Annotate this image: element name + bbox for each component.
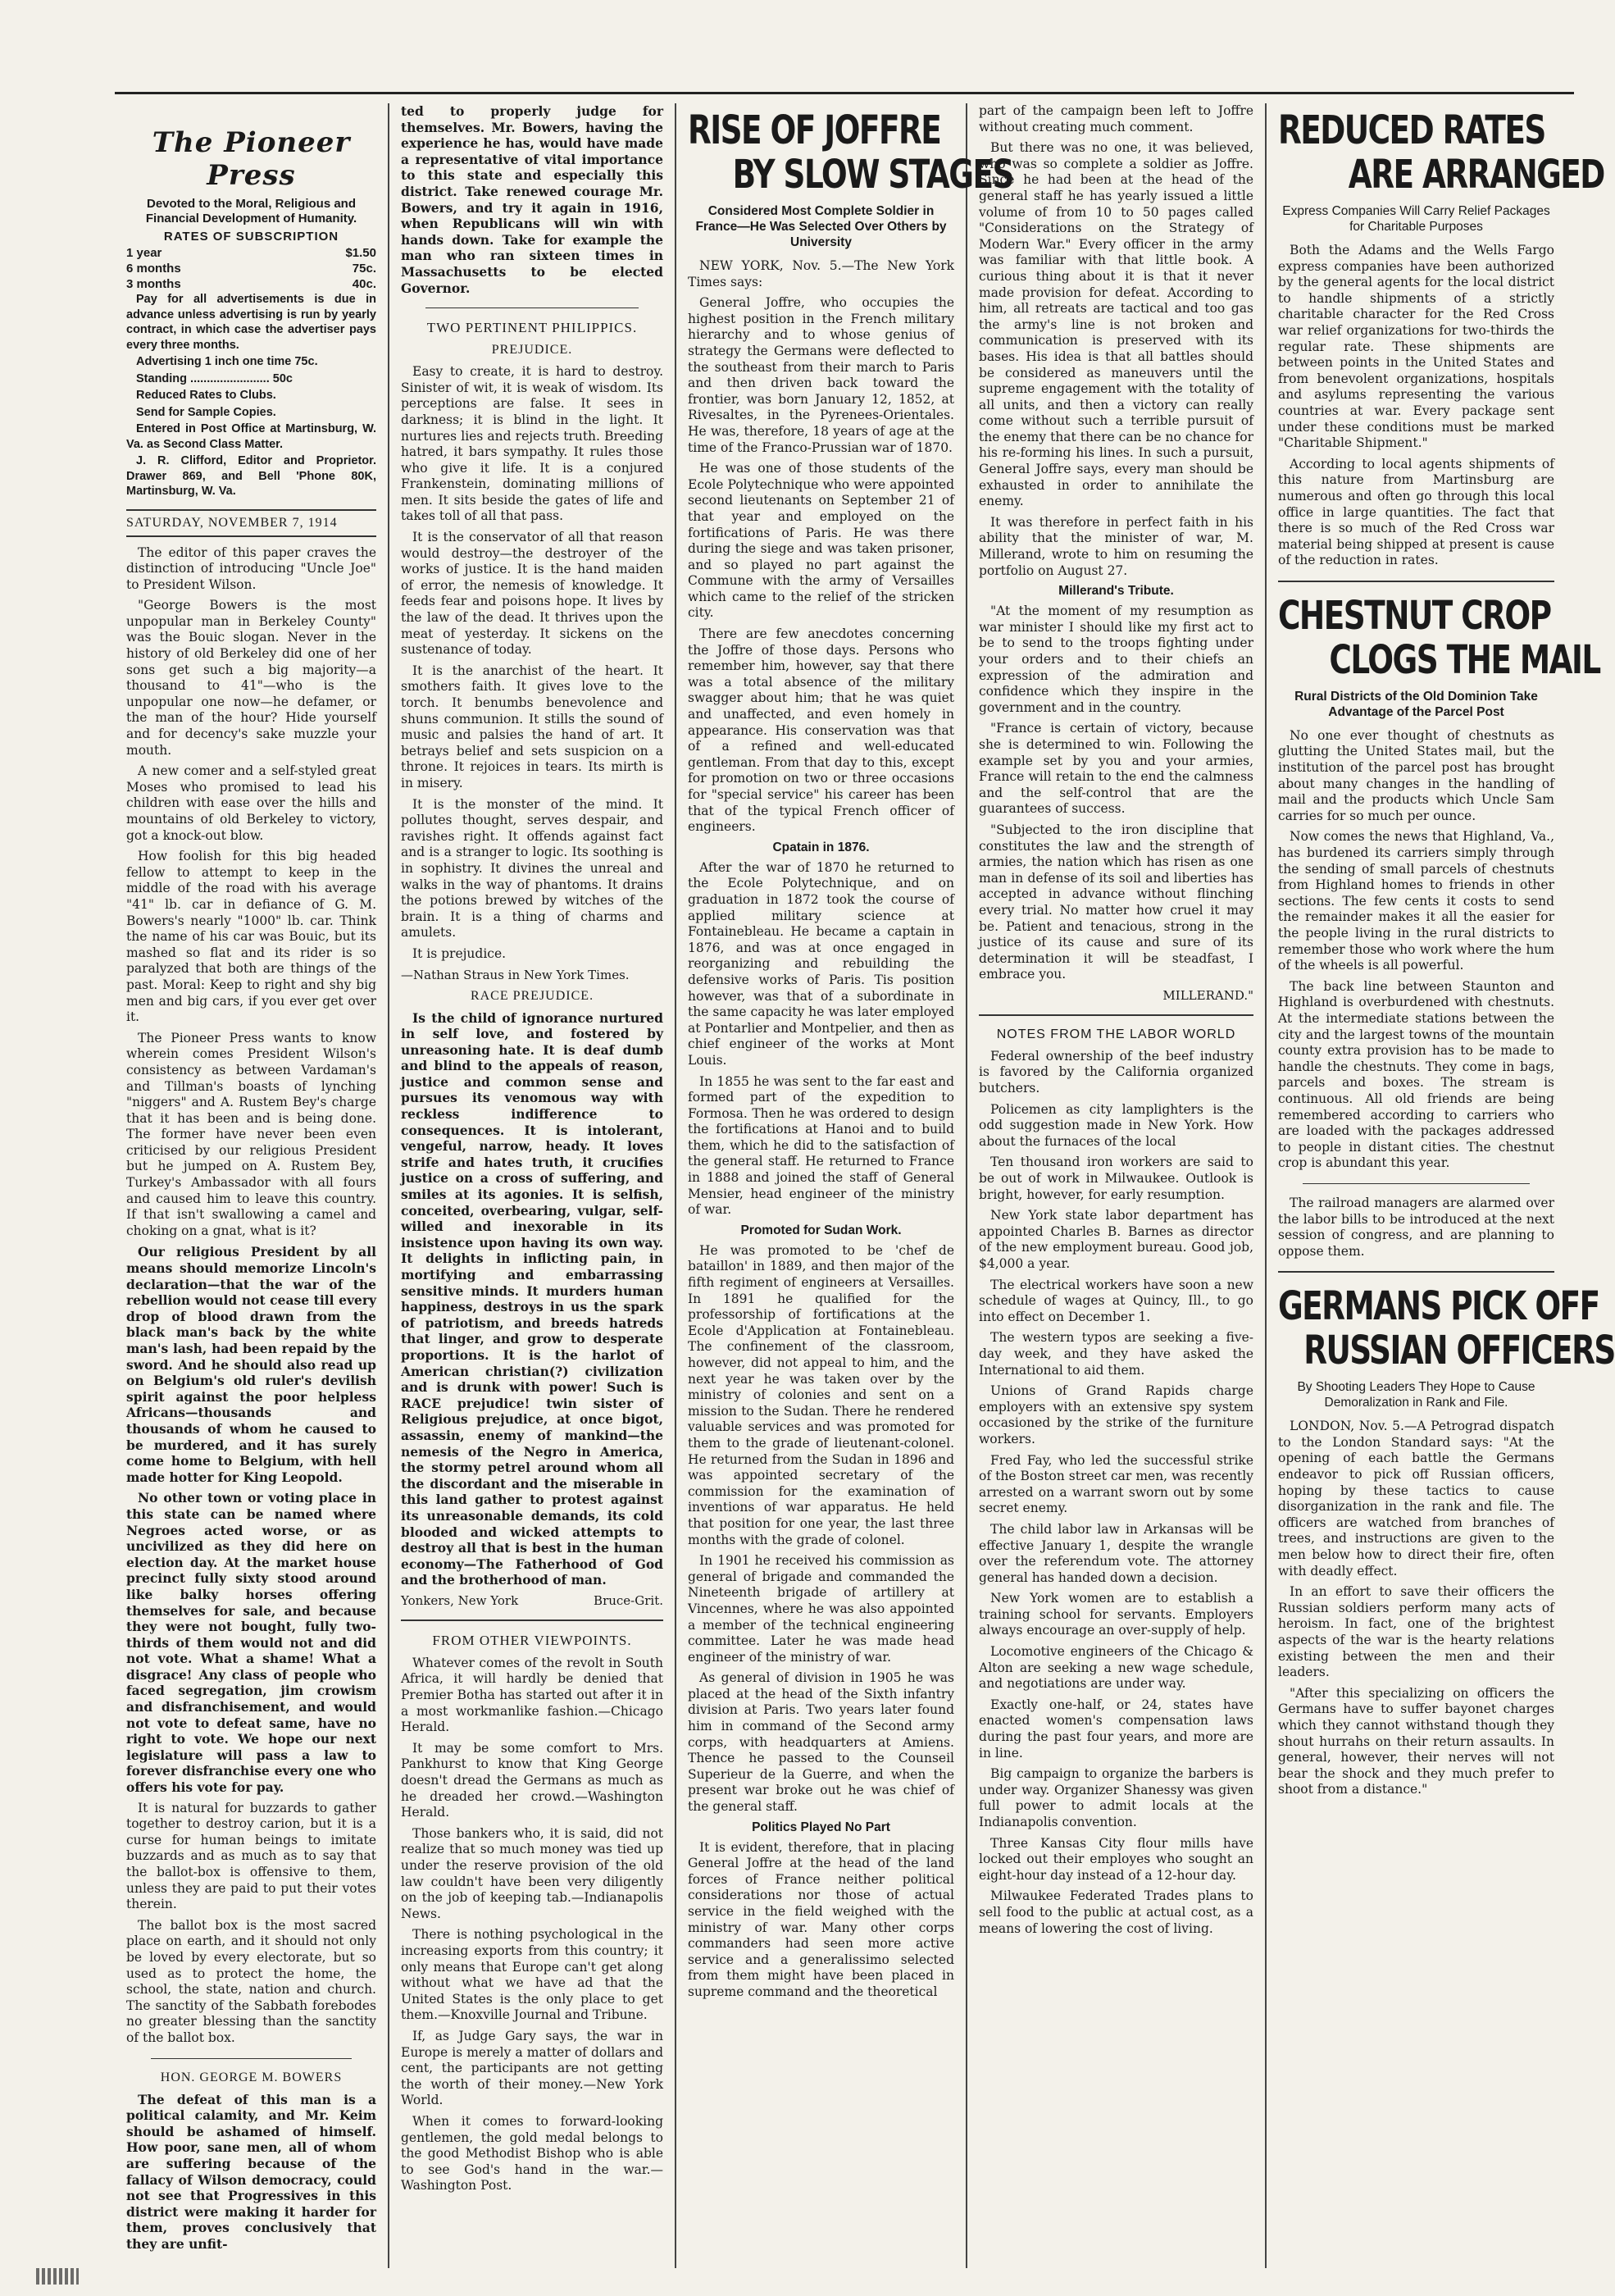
joffre-deck: Considered Most Complete Soldier in France—He Was Selected Over Others by University [695,204,947,249]
rates-paragraph: According to local agents shipments of this nature from Martinsburg are numerous and often go through this local office in large quantities. The fact that there is so much of the Red Cross war material being shipped at present is cause of the reduction in rates. [1278,456,1554,568]
divider [151,2058,352,2059]
labor-item: Three Kansas City flour mills have locked out their employes who sought an eight-hour day instead of a 12-hour day. [979,1835,1253,1883]
prejudice-signature: —Nathan Straus in New York Times. [401,967,630,982]
masthead-motto: Devoted to the Moral, Religious and Financial Development of Humanity. [145,197,357,226]
joffre-subhead-captain: Cpatain in 1876. [772,840,870,854]
chestnut-paragraph: No one ever thought of chestnuts as glutting the United States mail, but the institution of the parcel post has brought about many changes in the handling of mail and the products which Uncle Sam carries for so much per ounce. [1278,727,1554,823]
joffre-paragraph: He was one of those students of the Ecole Polytechnique who were appointed second lieutenants on September 21 of that year and employed on the fortifications of Paris. He was there during the siege and was taken prisoner, and so played no part against the Commune with the army of Versailles which came to the relief of the stricken city. [688,461,954,621]
railroad-paragraph: The railroad managers are alarmed over the labor bills to be introduced at the next session of congress, and are planning to oppose them. [1278,1195,1554,1259]
rates-headline-1: REDUCED RATES [1278,107,1545,153]
top-rule [115,92,1574,94]
labor-item: Big campaign to organize the barbers is under way. Organizer Shanessy was given full power to admit locals at the Indianapolis convention. [979,1766,1253,1829]
editorials [126,545,376,2047]
bowers-paragraph: The defeat of this man is a political calamity, and Mr. Keim should be ashamed of himself. How poor, sane men, all of whom are suffering because of the fallacy of Wilson democracy, could not see that Progressives in this district were making it harder for them, proves conclusively that they are unfit- [126,2091,376,2252]
labor-item: The electrical workers have soon a new schedule of wages at Quincy, Ill., to go into effect on December 1. [979,1277,1253,1324]
labor-item: Ten thousand iron workers are said to be out of work in Milwaukee. Outlook is bright, however, for early resumption. [979,1155,1253,1202]
prejudice-paragraph: Easy to create, it is hard to destroy. Sinister of wit, it is weak of wisdom. Its perceptions are false. It sees in darkness; it is blind in the light. It nurtures lies and rejects truth. Breeding hatred, it bars sympathy. It rules those who give it life. It is a conjured Frankenstein, dominating millions of men. It sits beside the gates of life and takes toll of all that pass. [401,364,663,524]
editorial-paragraph: "George Bowers is the most unpopular man in Berkeley County" was the Bouic slogan. Never in the history of old Berkeley did one of her sons get such a big majority—a thousand to 41"—who is the unpopular one now—he defamer, or the man of the hour? Hide yourself and for decency's sake muzzle your mouth. [126,598,376,758]
joffre-paragraph: General Joffre, who occupies the highest position in the French military hierarchy and to whose genius of strategy the Germans were deflected to the southeast from their march to Paris and then driven back toward the frontier, was born January 12, 1852, at Rivesaltes, in the Pyrenees-Orientales. He was, therefore, 18 years of age at the time of the Franco-Prussian war of 1870. [688,295,954,455]
philippics-headline: TWO PERTINENT PHILIPPICS. [426,320,638,336]
race-prejudice-signature: Yonkers, New York Bruce-Grit. [401,1592,663,1608]
editorial-paragraph: The Pioneer Press wants to know wherein comes President Wilson's consistency as between Vardaman's and Tillman's boasts of lynching "niggers" and A. Rustem Bey's charge that it has been and is being done. The former have never been even criticised by our religious President but he jumped on A. Rustem Bey, Turkey's Ambassador with all fours and caused him to leave this country. If that isn't swallowing a camel and choking on a gnat, what is it? [126,1030,376,1238]
rate-row: 1 year $1.50 [126,246,376,260]
joffre-paragraph: But there was no one, it was believed, who was so complete a soldier as Joffre. Since he had been at the head of the general staff he has yearly issued a little volume of from 10 to 50 pages called "Considerations on the Strategy of Modern War." Every officer in the army was familiar with that little book. A curious thing about it is that it never made provision for defeat. According to him, all retreats are tactical and too gas the army's line is not broken and communication is preserved with its bases. His idea is that all battles should be considered as maneuvers until the supreme engagement with the totality of all units, and then a victory can really come without such a terrible pursuit of the enemy that there can be no chance for his re-forming his lines. In such a pursuit, General Joffre says, every man should be exhausted in order to annihilate the enemy. [979,140,1253,509]
column-1 [115,103,389,2268]
other-viewpoints-headline: FROM OTHER VIEWPOINTS. [432,1632,632,1648]
labor-item: Locomotive engineers of the Chicago & Alton are seeking a new wage schedule, and negotiations are under way. [979,1644,1253,1692]
race-prejudice-headline: RACE PREJUDICE. [470,988,594,1003]
joffre-headline-1: RISE OF JOFFRE [688,107,941,153]
labor-item: Fred Fay, who led the successful strike of the Boston street car men, was recently arrested on a warrant sworn out by some secret enemy. [979,1452,1253,1516]
viewpoint-paragraph: There is nothing psychological in the increasing exports from this country; it only means that Europe can't get along without what we have ad that the United States is the only place to get them.—Knoxville Journal and Tribune. [401,1927,663,2023]
divider [979,1014,1253,1016]
labor-item: Federal ownership of the beef industry is favored by the California organized butchers. [979,1048,1253,1096]
publication-notice: Pay for all advertisements is due in advance unless advertising is run by yearly contract, in which case the advertiser pays every three months. Advertising 1 inch one time 75c. Standing ........................ 50c Reduced Rates to Clubs. Send for Sample Copies. Entered in Post Office at Martinsburg, W. Va. as Second Class Matter. J. R. Clifford, Editor and Proprietor. Drawer 869, and Bell 'Phone 80K, Martinsburg, W. Va. [126,293,376,498]
labor-item: Unions of Grand Rapids charge employers with an extensive spy system occasioned by the strike of the furniture workers. [979,1383,1253,1446]
joffre-paragraph: There are few anecdotes concerning the Joffre of those days. Persons who remember him, however, say that there was a total absence of the military swagger about him; that he was quiet and unaffected, and even homely in appearance. His conservation was that of a refined and well-educated gentleman. From that day to this, except for promotion on two or three occasions for "special service" his career has been that of the typical French officer of engineers. [688,626,954,835]
prejudice-headline: PREJUDICE. [491,343,573,358]
joffre-paragraph: NEW YORK, Nov. 5.—The New York Times says: [688,258,954,289]
labor-item: Policemen as city lamplighters is the odd suggestion made in New York. How about the furnaces of the local [979,1101,1253,1149]
rate-row: 3 months 40c. [126,277,376,291]
joffre-paragraph: After the war of 1870 he returned to the Ecole Polytechnique, and on graduation in 1872 took the course of applied military science at Fontainebleau. He became a captain in 1876, and was at once engaged in reorganizing and rebuilding the defensive works of Paris. Tis position however, was that of a subordinate in the same capacity he was later employed at Pontarlier and Montpelier, and then as chief engineer of the works at Mont Louis. [688,859,954,1068]
germans-paragraph: In an effort to save their officers the Russian soldiers perform many acts of heroism. In fact, one of the brightest aspects of the war is the hearty relations existing between the men and their leaders. [1278,1584,1554,1680]
joffre-paragraph: In 1855 he was sent to the far east and formed part of the expedition to Formosa. Then he was ordered to design the fortifications at Hanoi and to build them, which he did to the satisfaction of the general staff. He returned to France in 1888 and joined the staff of General Mensier, head engineer of the ministry of war. [688,1073,954,1218]
editorial-paragraph: How foolish for this big headed fellow to attempt to keep in the middle of the road with his average "41" lb. car in defiance of G. M. Bowers's nearly "1000" lb. car. Think the name of his car was Bouic, but its mashed so flat and its rider is so paralyzed that both are things of the past. Moral: Keep to right and shy big men and big cars, if you ever get over it. [126,849,376,1025]
bowers-continued: ted to properly judge for themselves. Mr. Bowers, having the experience he has, would have made a representative of vital importance to this state and especially this district. Take renewed courage Mr. Bowers, and try it again in 1916, when Republicans will win with hands down. Take for example the man who ran sixteen times in Massachusetts to be elected Governor. [401,103,663,296]
millerand-signature: MILLERAND." [1162,987,1253,1003]
labor-item: New York women are to establish a training school for servants. Employers always encourage an over-supply of help. [979,1591,1253,1638]
issue-dateline: SATURDAY, NOVEMBER 7, 1914 [126,509,376,537]
chestnut-headline-1: CHESTNUT CROP [1278,592,1551,639]
germans-deck: By Shooting Leaders They Hope to Cause Demoralization in Rank and File. [1297,1380,1535,1410]
labor-item: New York state labor department has appointed Charles B. Barnes as director of the new employment bureau. Good job, $4,000 a year. [979,1208,1253,1271]
joffre-paragraph: It is evident, therefore, that in placing General Joffre at the head of the land forces of France neither political considerations nor those of actual service in the field weighed with the ministry of war. Many other corps commanders had seen more active service and a generalissimo selected from them might have been placed in supreme command and the theoretical [688,1839,954,1999]
rates-table [126,245,376,292]
divider [401,1620,663,1621]
labor-item: Milwaukee Federated Trades plans to sell food to the public at actual cost, as a means of lowering the cost of living. [979,1888,1253,1936]
prejudice-paragraph: It is the conservator of all that reason would destroy—the destroyer of the works of justice. It is the hand maiden of error, the nemesis of knowledge. It feeds fear and poisons hope. It lives by the law of the dead. It thrives upon the meat of yesterday. It sickens on the sustenance of today. [401,530,663,658]
joffre-subhead-sudan: Promoted for Sudan Work. [740,1223,902,1237]
viewpoint-paragraph: When it comes to forward-looking gentlemen, the gold medal belongs to the good Methodist Bishop who is able to see God's hand in the war.—Washington Post. [401,2113,663,2194]
joffre-paragraph: It was therefore in perfect faith in his ability that the minister of war, M. Millerand, wrote to him on resuming the portfolio on August 27. [979,514,1253,578]
germans-headline-1: GERMANS PICK OFF [1278,1283,1599,1330]
chestnut-deck: Rural Districts of the Old Dominion Take Advantage of the Parcel Post [1294,689,1538,719]
editorial-paragraph: Our religious President by all means should memorize Lincoln's declaration—that the war of the rebellion would not cease till every drop of blood drawn from the black man's back by the white man's lash, had been repaid by the sword. And he should also read up on Belgium's old ruler's devilish spirit against the poor helpless Africans—thousands and thousands of whom he caused to be murdered, and it has surely come home to Belgium, with hell made hotter for King Leopold. [126,1244,376,1485]
divider [1278,1271,1554,1273]
editorial-paragraph: A new comer and a self-styled great Moses who promised to lead his children with ease over the hills and mountains of old Berkeley to victory, got a knock-out blow. [126,763,376,843]
viewpoint-paragraph: If, as Judge Gary says, the war in Europe is merely a matter of dollars and cent, the participants are not getting the worth of their money.—New York World. [401,2028,663,2108]
rates-headline-2: ARE ARRANGED [1348,152,1604,198]
rate-row: 6 months 75c. [126,262,376,276]
prejudice-paragraph: It is prejudice. [412,945,507,961]
column-3 [676,103,1013,2268]
column-2 [389,103,676,2268]
labor-item: The child labor law in Arkansas will be effective January 1, despite the wrangle over the referendum vote. The attorney general has handed down a decision. [979,1521,1253,1585]
joffre-paragraph: As general of division in 1905 he was placed at the head of the Sixth infantry division at Paris. Two years later found him in command of the Second army corps, with headquarters at Amiens. Thence he passed to the Counseil Superieur de la Guerre, and when the present war broke out he was chief of the general staff. [688,1670,954,1815]
millerand-paragraph: "Subjected to the iron discipline that constitutes the law and the strength of armies, the nation which has risen as one man in defense of its soil and liberties has accepted in advance without flinching every trial. No matter how cruel it may be. Patient and tenacious, strong in the justice of its cause and sure of its determination it will be steadfast, I embrace you. [979,822,1253,982]
germans-paragraph: "After this specializing on officers the Germans have to suffer bayonet charges which they cannot withstand though they shout hurrahs on their return assaults. In general, however, their nerves will not bear the shock and they much prefer to shoot from a distance." [1278,1685,1554,1797]
bowers-headline: HON. GEORGE M. BOWERS [160,2070,343,2084]
chestnut-paragraph: The back line between Staunton and Highland is overburdened with chestnuts. At the intermediate stations between the city and the largest towns of the mountain county extra provision has to be made to handle the chestnuts. They come in bags, parcels and boxes. The stream is continuous. All old friends are being remembered according to carriers who are loaded with the packages addressed to people in distant cities. The chestnut crop is abundant this year. [1278,978,1554,1171]
rates-title: RATES OF SUBSCRIPTION [163,230,339,244]
labor-headline: NOTES FROM THE LABOR WORLD [996,1027,1236,1041]
divider [1278,581,1554,582]
chestnut-headline-2: CLOGS THE MAIL [1329,636,1600,683]
chestnut-paragraph: Now comes the news that Highland, Va., has burdened its carriers simply through the sending of small parcels of chestnuts from Highland homes to friends in other sections. The few cents it costs to send the remainder makes it all the easier for the people living in the rural districts to remember those who work where the hum of the wheels is all powerful. [1278,829,1554,973]
printer-mark [36,2268,79,2285]
joffre-subhead-politics: Politics Played No Part [752,1820,890,1834]
prejudice-paragraph: It is the monster of the mind. It pollutes thought, serves despair, and ravishes right. It offends against fact and is a stranger to logic. Its soothing is in sophistry. It divines the unreal and walks in the way of phantoms. It drains the potions brewed by witches of the brain. It is a thing of charms and amulets. [401,796,663,941]
labor-item: Exactly one-half, or 24, states have enacted women's compensation laws during the past four years, and more are in line. [979,1697,1253,1761]
labor-item: The western typos are seeking a five-day week, and they have asked the International to aid them. [979,1330,1253,1378]
millerand-paragraph: "At the moment of my resumption as war minister I should like my first act to be to send to the troops fighting under your orders and to their chiefs an expression of the admiration and confidence which they inspire in the government and in the country. [979,604,1253,715]
prejudice-paragraph: It is the anarchist of the heart. It smothers faith. It gives love to the torch. It benumbs benevolence and shuns communion. It stills the sound of music and palsies the hand of art. It betrays belief and sets suspicion on a throne. It rejoices in tears. Its mirth is in misery. [401,663,663,790]
newspaper-page [115,103,1615,2268]
rates-paragraph: Both the Adams and the Wells Fargo express companies have been authorized by the general agents for the local district to handle shipments of a strictly charitable character for the Red Cross war relief organizations for two-thirds the regular rate. These shipments are between points in the United States and from benevolent organizations, hospitals and asylums representing the various countries at war. Every package sent under these conditions must be marked "Charitable Shipment." [1278,243,1554,451]
germans-paragraph: LONDON, Nov. 5.—A Petrograd dispatch to the London Standard says: "At the opening of each battle the Germans endeavor to pick off Russian officers, hoping by these tactics to cause disorganization in the rank and file. The officers are watched from branches of trees, and instructions are given to the men below how to direct their fire, often with deadly effect. [1278,1419,1554,1578]
editorial-paragraph: The editor of this paper craves the distinction of introducing "Uncle Joe" to President Wilson. [126,544,376,592]
editorial-paragraph: No other town or voting place in this state can be named where Negroes acted worse, or as uncivilized as they did here on election day. At the market house precinct fully sixty stood around like balky horses offering themselves for sale, and because they were not bought, fully two-thirds of them would not and did not vote. What a shame! What a disgrace! Any class of people who faced segregation, jim crowism and disfranchisement, and would not vote to defeat same, have no right to vote. We hope our next legislature will pass a law to forever disfranchise every one who offers his vote for pay. [126,1490,376,1796]
editorial-paragraph: It is natural for buzzards to gather together to destroy carion, but it is a curse for human beings to imitate buzzards and as much as to say that the ballot-box is offensive to them, unless they are paid to put their votes therein. [126,1800,376,1912]
editorial-paragraph: The ballot box is the most sacred place on earth, and it should not only be loved by every electorate, but so used as to protect the home, the school, the state, nation and church. The sanctity of the Sabbath forebodes no greater blessing than the sanctity of the ballot box. [126,1917,376,2045]
joffre-headline-2: BY SLOW STAGES [732,152,1013,198]
viewpoint-paragraph: Those bankers who, it is said, did not realize that so much money was tied up under the reserve provision of the old law couldn't have been very diligently on the job of keeping tab.—Indianapolis News. [401,1825,663,1921]
millerand-paragraph: "France is certain of victory, because she is determined to win. Following the example set by you and your armies, France will retain to the end the calmness and the self-control that are the guarantees of success. [979,721,1253,817]
joffre-paragraph: In 1901 he received his commission as general of brigade and commanded the Nineteenth brigade of artillery at Vincennes, where he was also appointed a member of the technical engineering committee. Later he was made head engineer of the ministry of war. [688,1553,954,1665]
column-5 [1267,103,1615,2268]
divider [1303,1183,1530,1184]
millerand-subhead: Millerand's Tribute. [1058,584,1174,599]
rates-deck: Express Companies Will Carry Relief Packages for Charitable Purposes [1282,204,1550,234]
viewpoint-paragraph: Whatever comes of the revolt in South Africa, it will hardly be denied that Premier Botha has started out after it in a most workmanlike fashion.—Chicago Herald. [401,1655,663,1735]
germans-headline-2: RUSSIAN OFFICERS [1303,1328,1615,1374]
joffre-paragraph: He was promoted to be 'chef de bataillon' in 1889, and then major of the fifth regiment of engineers at Versailles. In 1891 he qualified for the professorship of fortifications at the Ecole d'Application at Fontainebleau. The confinement of the classroom, however, did not appeal to him, and the next year he was taken over by the ministry of colonies and sent on a mission to the Sudan. There he rendered valuable services and was promoted for them to the grade of lieutenant-colonel. He returned from the Sudan in 1896 and was appointed secretary of the commission for the examination of inventions of war apparatus. He held that position for one year, the last three months with the grade of colonel. [688,1242,954,1547]
viewpoint-paragraph: It may be some comfort to Mrs. Pankhurst to know that King George doesn't dread the Germans as much as he dreaded her crowd.—Washington Herald. [401,1740,663,1820]
joffre-continued: part of the campaign been left to Joffre without creating much comment. [979,103,1253,134]
race-prejudice-paragraph: Is the child of ignorance nurtured in self love, and fostered by unreasoning hate. It is deaf dumb and blind to the appeals of reason, justice and common sense and pursues its venomous way with reckless indifference to consequences. It is intolerant, vengeful, narrow, heady. It loves strife and hates truth, it crucifies justice on a cross of suffering, and smiles at its agonies. It is selfish, conceited, overbearing, vulgar, self-willed and inexorable in its insistence upon having its own way. It delights in inflicting pain, in mortifying and embarrassing sensitive minds. It murders human happiness, destroys in us the spark of patriotism, and breeds hatreds that linger, and grow to desperate proportions. It is the harlot of American christian(?) civilization and is drunk with power! Such is RACE prejudice! twin sister of Religious prejudice, at once bigot, assassin, enemy of mankind—the nemesis of the Negro in America, the stormy petrel around whom all the discordant and the miserable in this land gather to protest against its unreasonable demands, its cold blooded and wicked attempts to destroy all that is best in the human economy—The Fatherhood of God and the brotherhood of man. [401,1009,663,1588]
masthead-title: The Pioneer Press [152,126,351,192]
column-4 [967,103,1267,2268]
